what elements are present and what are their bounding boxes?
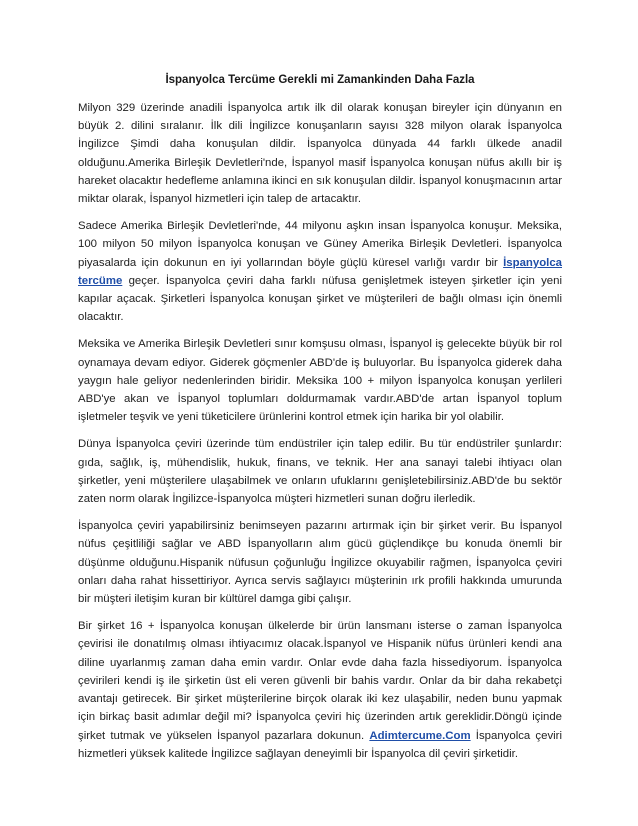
spanish-translation-link[interactable]: İspanyolca tercüme — [78, 256, 562, 287]
paragraph-5: İspanyolca çeviri yapabilirsiniz benimseyen pazarını artırmak için bir şirket verir. Bu İspanyol nüfus çeşitliliği sağlar ve ABD İspanyolların alım gücü güçlendikçe bu konuda önemli bir düşünme olduğunu.Hispanik nüfusun çoğunluğu İngilizce okuyabilir rağmen, İspanyolca çeviri onları daha rahat hissettiriyor. Ayrıca servis sağlayıcı müşterinin ırk profili hakkında umurunda bir müşteri iletişim kuran bir kültürel damga gibi çalışır. — [78, 520, 562, 606]
paragraph-3: Meksika ve Amerika Birleşik Devletleri sınır komşusu olması, İspanyol iş gelecekte büyük bir rol oynamaya devam ediyor. Giderek göçmenler ABD'de iş buluyorlar. Bu İspanyolca giderek daha yaygın hale geliyor nedenlerinden biridir. Meksika 100 + milyon İspanyolca konuşan yerlileri ABD'ye akan ve İspanyol toplumları doldurmamak vardır.ABD'de artan İspanyol toplum işletmeler teşvik ve yeni tüketicilere ürünlerini kontrol etmek için harika bir yol olabilir. — [78, 338, 562, 424]
paragraph-1: Milyon 329 üzerinde anadili İspanyolca artık ilk dil olarak konuşan bireyler için dünyanın en büyük 2. dilini sıralanır. İlk dili İngilizce konuşanların sayısı 328 milyon olarak İspanyolca İngilizce Şimdi daha konuşulan dildir. İspanyolca dünyada 44 farklı ülkede anadil olduğunu.Amerika Birleşik Devletleri'nde, İspanyol masif İspanyolca konuşan nüfus akıllı bir iş hareket olacaktır hedefleme anlamına ikinci en sık konuşulan dildir. İspanyol konuşmacının artar miktar olarak, İspanyol hizmetleri için talep de artacaktır. — [78, 102, 562, 206]
paragraph-4: Dünya İspanyolca çeviri üzerinde tüm endüstriler için talep edilir. Bu tür endüstriler şunlardır: gıda, sağlık, iş, mühendislik, hukuk, finans, ve teknik. Her ana sanayi talebi ihtiyacı olan şirketler, yeni müşterilere ulaşabilmek ve onların ufuklarını genişletebilirsiniz.ABD'de bu sektör zaten norm olarak İngilizce-İspanyolca müşteri hizmetleri sunan doğru ilerledik. — [78, 438, 562, 506]
paragraph-6-text-after: İspanyolca çeviri hizmetleri yüksek kalitede İngilizce sağlayan deneyimli bir İspanyolca dil çeviri şirketidir. — [78, 729, 562, 760]
paragraph-2 — [78, 217, 562, 326]
paragraph-6-text-before: Bir şirket 16 + İspanyolca konuşan ülkelerde bir ürün lansmanı isterse o zaman İspanyolca çevirisi ile donatılmış olması ihtiyacımız olacak.İspanyol ve Hispanik nüfus ürünleri kendi ana diline uyarlanmış zaman daha emin vardır. Onlar evde daha fazla hissediyorum. İspanyolca çevirileri kendi iş ile şirketin üst eli veren güvenli bir bahis vardır. Onlar da bir daha rekabetçi avantajı getirecek. Bir şirket müşterilerine birçok olarak iki kez ulaşabilir, neden bunu yapmak için birkaç basit adımlar değil mi? İspanyolca çeviri hiç üzerinden artık gereklidir.Döngü içinde şirket tutmak ve yükselen İspanyol pazarlara dokunun. — [78, 620, 562, 742]
document-title: İspanyolca Tercüme Gerekli mi Zamankinden Daha Fazla — [165, 74, 475, 86]
adimtercume-link[interactable]: Adimtercume.Com — [369, 729, 471, 742]
paragraph-2-text-after: geçer. İspanyolca çeviri daha farklı nüfusa genişletmek isteyen şirketler için yeni kapılar açacak. Şirketleri İspanyolca konuşan şirket ve müşterileri de bağlı olması için önemli olacaktır. — [78, 274, 562, 324]
paragraph-6 — [78, 617, 562, 763]
paragraph-2-text-before: Sadece Amerika Birleşik Devletleri'nde, 44 milyonu aşkın insan İspanyolca konuşur. Meksika, 100 milyon 50 milyon İspanyolca konuşan ve Güney Amerika Birleşik Devletleri. İspanyolca piyasalarda için dokunun en iyi yollarından böyle güçlü küresel varlığı vardır bir — [78, 220, 562, 269]
